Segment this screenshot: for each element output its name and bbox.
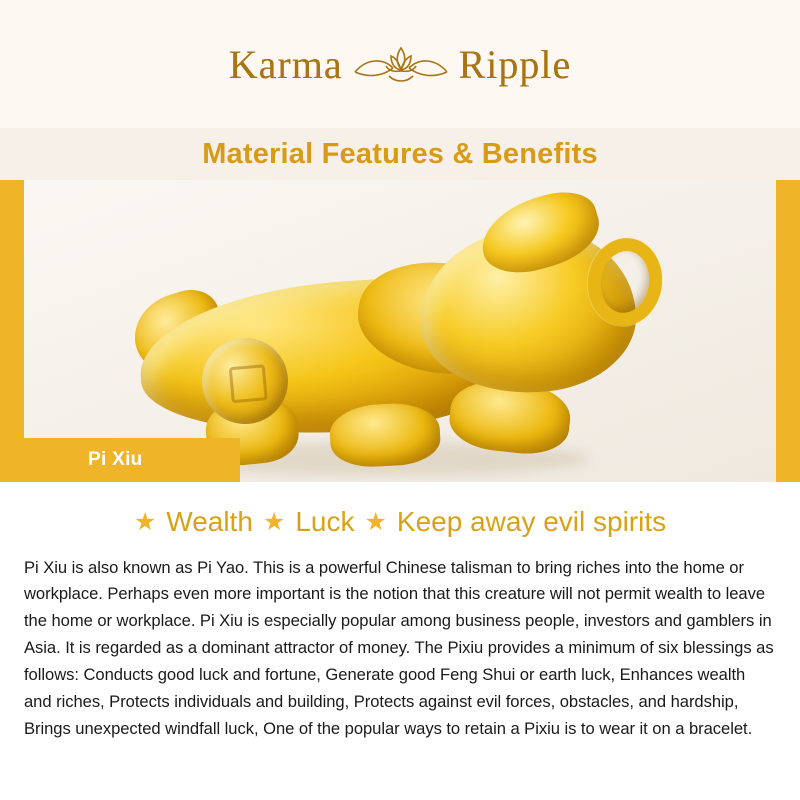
benefit-keep-away-evil-spirits: Keep away evil spirits bbox=[396, 506, 667, 537]
hero-left-gold-band bbox=[0, 180, 24, 482]
page-title: Material Features & Benefits bbox=[202, 137, 598, 170]
brand-header bbox=[0, 0, 800, 128]
benefits-line bbox=[24, 506, 776, 538]
star-icon: ★ bbox=[262, 507, 286, 536]
star-icon: ★ bbox=[133, 507, 157, 536]
description-section bbox=[0, 482, 800, 800]
hero-caption-tag bbox=[24, 438, 240, 482]
lotus-flower-icon bbox=[353, 38, 449, 90]
star-icon: ★ bbox=[364, 507, 387, 536]
hero-right-gold-band bbox=[776, 180, 800, 482]
brand-name-left: Karma bbox=[228, 41, 343, 87]
hero-image bbox=[0, 180, 800, 482]
description-paragraph: Pi Xiu is also known as Pi Yao. This is a powerful Chinese talisman to bring riches into the home or workplace. Perhaps even more important is the notion that this creature will not permit wealth to leave the home or workplace. Pi Xiu is especially popular among business people, investors and gamblers in Asia. It is regarded as a dominant attractor of money. The Pixiu provides a minimum of six blessings as follows: Conducts good luck and fortune, Generate good Feng Shui or earth luck, Enhances wealth and riches, Protects individuals and building, Protects against evil forces, obstacles, and hardship, Brings unexpected windfall luck, One of the popular ways to retain a Pixiu is to wear it on a bracelet. bbox=[24, 557, 774, 738]
brand-logo bbox=[229, 38, 572, 90]
hero-caption-label: Pi Xiu bbox=[88, 449, 143, 470]
brand-name-right: Ripple bbox=[458, 41, 572, 87]
benefit-luck: Luck bbox=[295, 506, 355, 537]
pixiu-pendant-illustration bbox=[120, 190, 700, 470]
benefit-wealth: Wealth bbox=[166, 506, 253, 537]
section-title-banner bbox=[163, 128, 637, 180]
